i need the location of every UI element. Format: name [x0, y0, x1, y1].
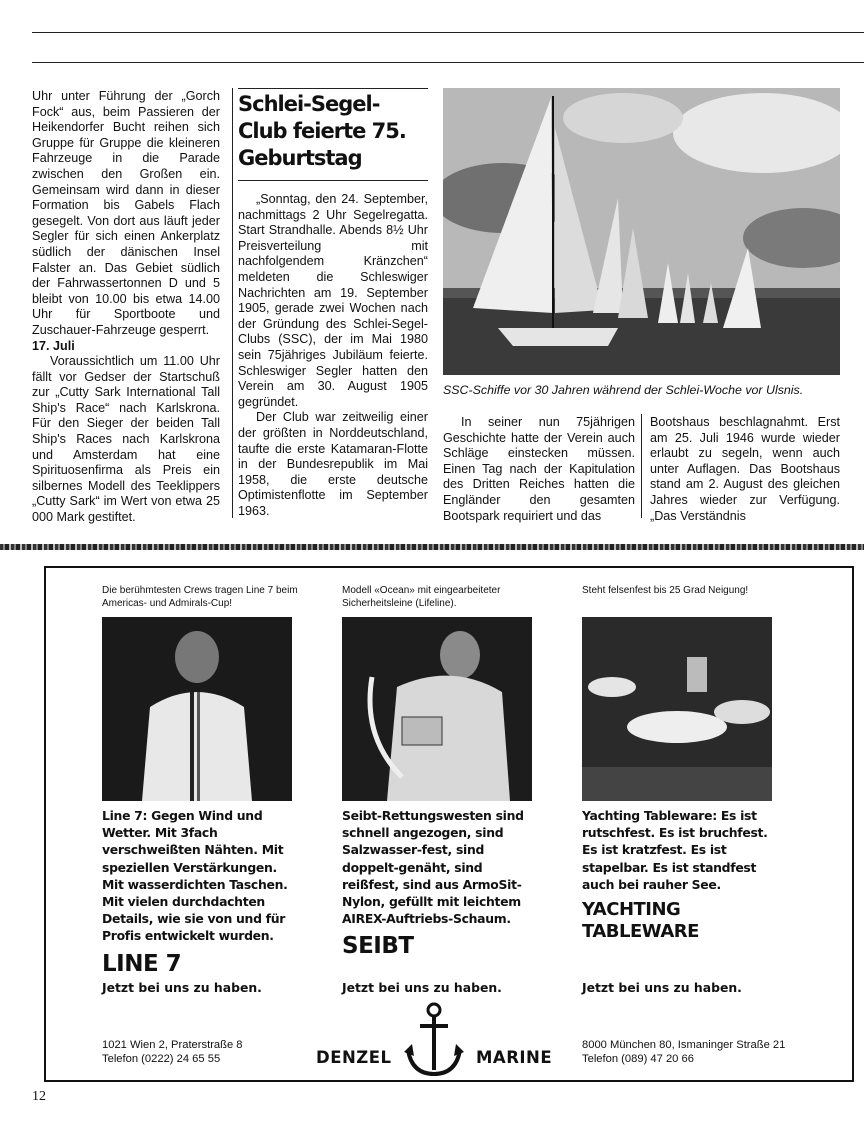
top-rule-1 [32, 32, 864, 33]
brand-seibt: SEIBT [342, 933, 414, 960]
anchor-logo-icon [402, 1002, 466, 1085]
plates-icon [582, 617, 772, 801]
sailing-jacket-icon [102, 617, 292, 801]
col1-paragraph: Uhr unter Führung der „Gorch Fock“ aus, beim Passieren der Heikendorfer Bucht reihen sich Gruppe für Gruppe die kleineren Fahrzeuge in die Parade zwischen den Großen ein. Gemeinsam wird dann in dieser Formation bis Gabels Flach gesegelt. Von dort aus läuft jeder Segler für sich einen Ankerplatz südlich der dänischen Insel Falster an. Das Gebiet südlich der Fahrwassertonnen D und 5 bleibt von 10.00 bis etwa 14.00 Uhr für Sportboote und Zuschauer-Fahrzeuge gesperrt. [32, 89, 220, 337]
ad-cta-seibt: Jetzt bei uns zu haben. [342, 980, 502, 995]
column-divider-2 [641, 414, 642, 518]
column-divider-1 [232, 88, 233, 518]
column-1 [32, 89, 220, 526]
ad-column-line7 [102, 568, 302, 977]
top-rule-2 [32, 62, 864, 63]
address-vienna [102, 1038, 243, 1066]
phone-line: Telefon (0222) 24 65 55 [102, 1053, 221, 1065]
ad-intro: Steht felsenfest bis 25 Grad Neigung! [582, 585, 749, 596]
denzel-marine-advertisement [44, 566, 854, 1082]
address-munich [582, 1038, 785, 1066]
logo-denzel: DENZEL [316, 1048, 392, 1067]
headline-bottom-rule [238, 180, 428, 181]
col1-subhead: 17. Juli [32, 338, 75, 353]
col2-paragraph-2: Der Club war zeitweilig einer der größten in Norddeutschland, taufte die erste Katamaran-Flotte in der Bundesrepublik im Mai 1958, die erste deutsche Optimistenflotte im September 1963. [238, 410, 428, 518]
lifejacket-photo [342, 617, 532, 801]
ad-cta-tableware: Jetzt bei uns zu haben. [582, 980, 742, 995]
ad-body: Line 7: Gegen Wind und Wetter. Mit 3fach verschweißten Nähten. Mit speziellen Verstärkungen. Mit wasserdichten Taschen. Mit vielen durchdachten Details, wie sie von und für Profis entwickelt wurden. [102, 808, 288, 944]
column-2 [238, 192, 428, 519]
address-line: 8000 München 80, Ismaninger Straße 21 [582, 1039, 786, 1051]
ad-column-seibt [342, 568, 542, 959]
page-number: 12 [32, 1089, 46, 1104]
ad-cta-line7: Jetzt bei uns zu haben. [102, 980, 262, 995]
jacket-photo [102, 617, 292, 801]
col4-paragraph: Bootshaus beschlagnahmt. Erst am 25. Juli 1946 wurde wieder erlaubt zu segeln, wenn auch unter Auflagen. Das Bootshaus stand am 2. August des gleichen Jahres wieder zur Verfügung. „Das Verständnis [650, 415, 840, 523]
brand-yachting-tableware: YACHTING TABLEWARE [582, 899, 699, 943]
brand-line7: LINE 7 [102, 950, 182, 977]
ad-intro: Die berühmtesten Crews tragen Line 7 beim Americas- und Admirals-Cup! [102, 585, 298, 609]
ad-body: Yachting Tableware: Es ist rutschfest. Es ist bruchfest. Es ist kratzfest. Es ist stapelbar. Es ist standfest auch bei rauher See. [582, 808, 768, 892]
col1-paragraph-2: Voraussichtlich um 11.00 Uhr fällt vor Gedser der Startschuß zur „Cutty Sark International Tall Ship's Race“ nach Karlskrona. Für den Sieger der beiden Tall Ship's Races nach Karlskrona und Amsterdam hat eine Spirituosenfirma als Preis ein silbernes Modell des Teeklippers „Cutty Sark“ im Wert von etwa 25 000 Mark gestiftet. [32, 354, 220, 525]
phone-line: Telefon (089) 47 20 66 [582, 1053, 694, 1065]
col2-paragraph-1: „Sonntag, den 24. September, nachmittags 2 Uhr Segelregatta. Start Strandhalle. Abends 8½ Uhr Preisverteilung mit nachfolgendem Kränzchen“ meldeten die Schleswiger Nachrichten am 19. September 1905, gerade zwei Wochen nach der Gründung des Schlei-Segel-Clubs (SSC), der im Mai 1980 sein 75jähriges Jubiläum feierte. Schleswiger Segler hatten den Verein am 30. August 1905 gegründet. [238, 192, 428, 409]
col3-paragraph: In seiner nun 75jährigen Geschichte hatte der Verein auch Schläge einstecken müssen. Einen Tag nach der Kapitulation des Dritten Reiches hatten die Engländer den gesamten Bootspark requiriert und das [443, 415, 635, 523]
headline-top-rule [238, 88, 428, 89]
column-3 [443, 415, 635, 524]
ad-intro: Modell «Ocean» mit eingearbeiteter Sicherheitsleine (Lifeline). [342, 585, 501, 609]
sailing-photo [443, 88, 840, 375]
page-divider-stripe [0, 544, 864, 550]
logo-marine: MARINE [476, 1048, 553, 1067]
photo-caption: SSC-Schiffe vor 30 Jahren während der Schlei-Woche vor Ulsnis. [443, 383, 804, 397]
sailboats-illustration-icon [443, 88, 840, 375]
tableware-photo [582, 617, 772, 801]
ad-column-tableware [582, 568, 782, 943]
ad-body: Seibt-Rettungswesten sind schnell angezogen, sind Salzwasser-fest, sind doppelt-genäht, sind reißfest, sind aus ArmoSit-Nylon, gefüllt mit leichtem AIREX-Auftriebs-Schaum. [342, 808, 524, 927]
address-line: 1021 Wien 2, Praterstraße 8 [102, 1039, 243, 1051]
article-headline: Schlei-Segel-Club feierte 75. Geburtstag [238, 92, 406, 170]
life-vest-icon [342, 617, 532, 801]
column-4 [650, 415, 840, 524]
